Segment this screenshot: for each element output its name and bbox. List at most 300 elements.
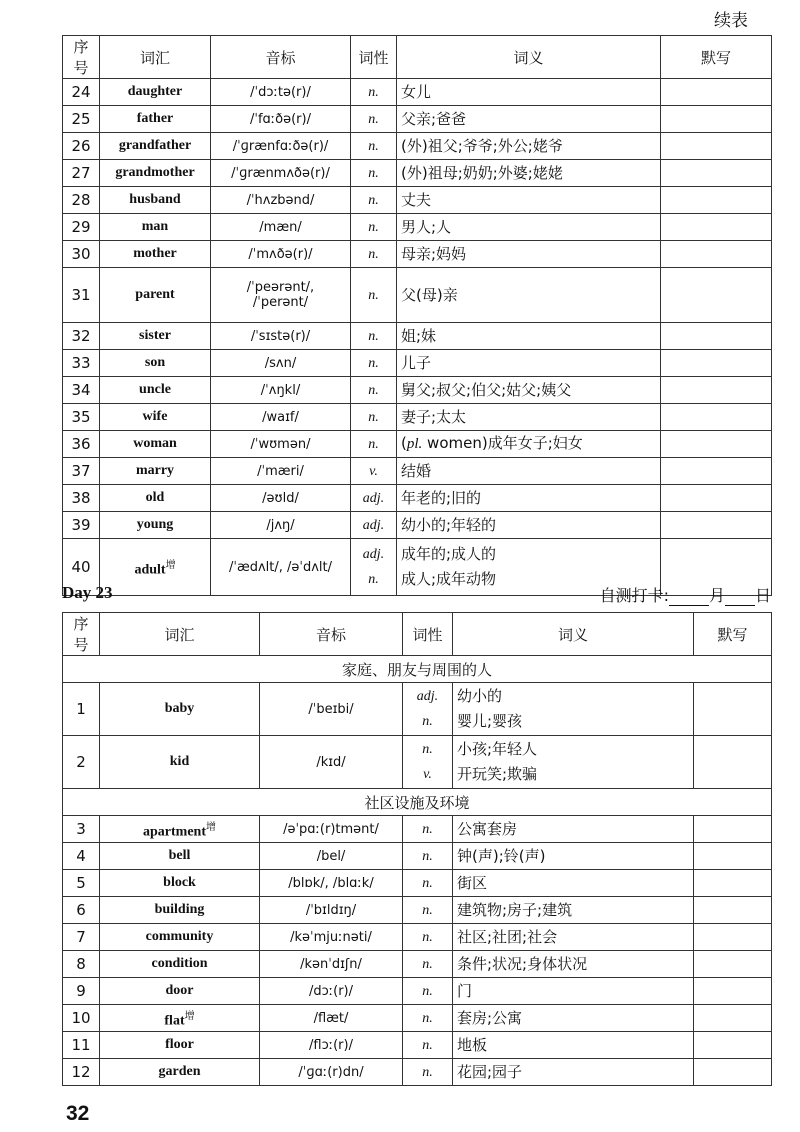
row-number: 35 bbox=[63, 404, 100, 431]
part-of-speech bbox=[351, 187, 397, 214]
dictation-blank[interactable] bbox=[694, 843, 772, 870]
row-number: 26 bbox=[63, 133, 100, 160]
row-number: 39 bbox=[63, 512, 100, 539]
table-row bbox=[63, 241, 772, 268]
dictation-blank[interactable] bbox=[661, 431, 772, 458]
dictation-blank[interactable] bbox=[661, 160, 772, 187]
part-of-speech bbox=[403, 924, 453, 951]
dictation-blank[interactable] bbox=[661, 214, 772, 241]
row-number: 10 bbox=[63, 1005, 100, 1032]
plural-abbr: pl. bbox=[406, 436, 423, 452]
table-row bbox=[63, 458, 772, 485]
table-row bbox=[63, 816, 772, 843]
word-text: daughter bbox=[127, 84, 183, 99]
meaning bbox=[397, 133, 661, 160]
meaning bbox=[397, 404, 661, 431]
row-number: 33 bbox=[63, 350, 100, 377]
vocab-word bbox=[100, 431, 211, 458]
header-phonetic: 音标 bbox=[260, 613, 403, 656]
phonetic: /əʊld/ bbox=[211, 485, 351, 512]
meaning-line: 套房;公寓 bbox=[457, 1008, 523, 1027]
vocab-word bbox=[100, 160, 211, 187]
header-meaning: 词义 bbox=[397, 36, 661, 79]
part-of-speech bbox=[351, 268, 397, 323]
meaning bbox=[453, 1059, 694, 1086]
word-text: flat bbox=[164, 1013, 185, 1029]
pos-line: n. bbox=[368, 192, 379, 208]
row-number: 30 bbox=[63, 241, 100, 268]
pos-line: n. bbox=[422, 848, 433, 864]
phonetic: /kɪd/ bbox=[260, 736, 403, 789]
part-of-speech bbox=[403, 897, 453, 924]
phonetic: /ˈsɪstə(r)/ bbox=[211, 323, 351, 350]
table-row bbox=[63, 350, 772, 377]
phonetic: /waɪf/ bbox=[211, 404, 351, 431]
phonetic: /bel/ bbox=[260, 843, 403, 870]
row-number: 37 bbox=[63, 458, 100, 485]
vocab-word bbox=[100, 377, 211, 404]
vocab-word bbox=[100, 978, 260, 1005]
table-row bbox=[63, 268, 772, 323]
phonetic-line: /ˈpeərənt/, bbox=[246, 280, 315, 295]
phonetic: /ˈɡrænmʌðə(r)/ bbox=[211, 160, 351, 187]
part-of-speech bbox=[351, 485, 397, 512]
dictation-blank[interactable] bbox=[661, 323, 772, 350]
meaning bbox=[453, 843, 694, 870]
phonetic: /dɔː(r)/ bbox=[260, 978, 403, 1005]
meaning bbox=[397, 268, 661, 323]
word-text: husband bbox=[129, 192, 181, 207]
row-number: 36 bbox=[63, 431, 100, 458]
table-row bbox=[63, 404, 772, 431]
day-char: 日 bbox=[754, 586, 771, 605]
part-of-speech bbox=[351, 377, 397, 404]
phonetic: /ˈædʌlt/, /əˈdʌlt/ bbox=[211, 539, 351, 596]
pos-line: n. bbox=[422, 956, 433, 972]
meaning bbox=[453, 897, 694, 924]
dictation-blank[interactable] bbox=[661, 512, 772, 539]
table-row bbox=[63, 214, 772, 241]
vocab-word bbox=[100, 350, 211, 377]
word-text: apartment bbox=[143, 824, 206, 840]
table-row bbox=[63, 897, 772, 924]
word-text: son bbox=[144, 355, 166, 370]
word-text: old bbox=[145, 490, 165, 505]
header-dictation: 默写 bbox=[661, 36, 772, 79]
meaning-line: 母亲;妈妈 bbox=[401, 244, 467, 263]
row-number: 11 bbox=[63, 1032, 100, 1059]
dictation-blank[interactable] bbox=[661, 133, 772, 160]
pos-line: v. bbox=[369, 463, 378, 479]
pos-line: adj. bbox=[362, 517, 385, 533]
month-blank[interactable] bbox=[669, 589, 709, 606]
header-num: 序号 bbox=[63, 36, 100, 79]
table-row bbox=[63, 683, 772, 736]
table-header bbox=[63, 613, 772, 656]
pos-line: n. bbox=[422, 821, 433, 837]
meaning-line: 结婚 bbox=[401, 461, 432, 480]
row-number: 29 bbox=[63, 214, 100, 241]
phonetic: /mæn/ bbox=[211, 214, 351, 241]
pos-line: n. bbox=[368, 138, 379, 154]
header-dictation: 默写 bbox=[694, 613, 772, 656]
part-of-speech bbox=[403, 843, 453, 870]
word-text: wife bbox=[142, 409, 168, 424]
dictation-blank[interactable] bbox=[694, 870, 772, 897]
phonetic: /ˈbɪldɪŋ/ bbox=[260, 897, 403, 924]
dictation-blank[interactable] bbox=[694, 951, 772, 978]
row-number: 31 bbox=[63, 268, 100, 323]
part-of-speech bbox=[351, 431, 397, 458]
row-number: 25 bbox=[63, 106, 100, 133]
phonetic: /ˈɡɑː(r)dn/ bbox=[260, 1059, 403, 1086]
row-number: 28 bbox=[63, 187, 100, 214]
phonetic: /flɔː(r)/ bbox=[260, 1032, 403, 1059]
table-header bbox=[63, 36, 772, 79]
part-of-speech bbox=[351, 79, 397, 106]
row-number: 9 bbox=[63, 978, 100, 1005]
meaning bbox=[453, 924, 694, 951]
word-text: grandfather bbox=[118, 138, 192, 153]
day-blank[interactable] bbox=[725, 589, 755, 606]
pos-line: n. bbox=[422, 902, 433, 918]
meaning bbox=[397, 485, 661, 512]
day-title: Day 23 bbox=[62, 583, 113, 602]
dictation-blank[interactable] bbox=[661, 350, 772, 377]
meaning-line: 妻子;太太 bbox=[401, 407, 467, 426]
pos-line: n. bbox=[368, 328, 379, 344]
word-text: adult bbox=[134, 562, 166, 578]
section-row bbox=[63, 656, 772, 683]
dictation-blank[interactable] bbox=[694, 683, 772, 736]
vocab-word bbox=[100, 323, 211, 350]
vocab-word bbox=[100, 897, 260, 924]
dictation-blank[interactable] bbox=[661, 79, 772, 106]
pos-line: n. bbox=[422, 929, 433, 945]
meaning bbox=[453, 870, 694, 897]
vocab-word bbox=[100, 214, 211, 241]
meaning bbox=[453, 1032, 694, 1059]
vocab-word bbox=[100, 843, 260, 870]
table-row bbox=[63, 843, 772, 870]
word-text: bell bbox=[168, 848, 191, 863]
vocab-word bbox=[100, 816, 260, 843]
table-row bbox=[63, 377, 772, 404]
dictation-blank[interactable] bbox=[661, 485, 772, 512]
phonetic: /əˈpɑː(r)tmənt/ bbox=[260, 816, 403, 843]
row-number: 40 bbox=[63, 539, 100, 596]
added-word-mark: 增 bbox=[165, 559, 176, 571]
table-row bbox=[63, 187, 772, 214]
day-heading bbox=[62, 583, 771, 605]
pos-line: n. bbox=[368, 246, 379, 262]
word-text: young bbox=[136, 517, 174, 532]
word-text: parent bbox=[135, 287, 175, 302]
meaning-line: 男人;人 bbox=[401, 217, 452, 236]
dictation-blank[interactable] bbox=[661, 241, 772, 268]
word-text: door bbox=[165, 983, 194, 998]
part-of-speech bbox=[351, 404, 397, 431]
phonetic: /sʌn/ bbox=[211, 350, 351, 377]
dictation-blank[interactable] bbox=[661, 187, 772, 214]
self-check-label: 自测打卡: bbox=[599, 586, 669, 605]
dictation-blank[interactable] bbox=[694, 1059, 772, 1086]
dictation-blank[interactable] bbox=[661, 404, 772, 431]
part-of-speech bbox=[351, 323, 397, 350]
table-row bbox=[63, 133, 772, 160]
row-number: 32 bbox=[63, 323, 100, 350]
table-row bbox=[63, 323, 772, 350]
row-number: 4 bbox=[63, 843, 100, 870]
dictation-blank[interactable] bbox=[661, 106, 772, 133]
word-text: garden bbox=[158, 1064, 201, 1079]
meaning-line: 舅父;叔父;伯父;姑父;姨父 bbox=[401, 380, 572, 399]
meaning-line: (pl. women)成年女子;妇女 bbox=[401, 434, 583, 452]
phonetic: /ˈbeɪbi/ bbox=[260, 683, 403, 736]
meaning-line: 街区 bbox=[457, 873, 488, 892]
phonetic: /ˈdɔːtə(r)/ bbox=[211, 79, 351, 106]
pos-line: adj. bbox=[416, 689, 439, 704]
dictation-blank[interactable] bbox=[694, 816, 772, 843]
phonetic: /kəˈmjuːnəti/ bbox=[260, 924, 403, 951]
meaning bbox=[397, 214, 661, 241]
dictation-blank[interactable] bbox=[694, 978, 772, 1005]
section-title: 家庭、朋友与周围的人 bbox=[63, 656, 772, 683]
part-of-speech bbox=[403, 816, 453, 843]
month-char: 月 bbox=[708, 586, 725, 605]
pos-line: n. bbox=[368, 382, 379, 398]
meaning-line: 小孩;年轻人 bbox=[457, 740, 538, 758]
dictation-blank[interactable] bbox=[694, 1032, 772, 1059]
vocab-word bbox=[100, 951, 260, 978]
word-text: man bbox=[141, 219, 169, 234]
pos-line: n. bbox=[422, 742, 433, 757]
vocab-word bbox=[100, 924, 260, 951]
table-row bbox=[63, 485, 772, 512]
pos-line: n. bbox=[368, 436, 379, 452]
meaning-line: 开玩笑;欺骗 bbox=[457, 765, 538, 783]
meaning-line: 年老的;旧的 bbox=[401, 488, 482, 507]
part-of-speech bbox=[351, 350, 397, 377]
part-of-speech bbox=[403, 1059, 453, 1086]
header-phonetic: 音标 bbox=[211, 36, 351, 79]
meaning bbox=[397, 241, 661, 268]
phonetic-line: /ˈperənt/ bbox=[252, 295, 309, 310]
pos-line: n. bbox=[368, 572, 379, 587]
pos-line: n. bbox=[422, 1064, 433, 1080]
phonetic: /flæt/ bbox=[260, 1005, 403, 1032]
continued-label: 续表 bbox=[714, 11, 748, 31]
word-text: baby bbox=[164, 701, 195, 716]
vocab-word bbox=[100, 133, 211, 160]
meaning bbox=[453, 978, 694, 1005]
row-number: 3 bbox=[63, 816, 100, 843]
meaning bbox=[397, 160, 661, 187]
vocab-word bbox=[100, 512, 211, 539]
table-row bbox=[63, 1005, 772, 1032]
part-of-speech bbox=[351, 214, 397, 241]
pos-line: n. bbox=[368, 84, 379, 100]
vocab-word bbox=[100, 1032, 260, 1059]
meaning bbox=[397, 323, 661, 350]
meaning bbox=[453, 683, 694, 736]
phonetic: /kənˈdɪʃn/ bbox=[260, 951, 403, 978]
pos-line: n. bbox=[422, 1010, 433, 1026]
header-word: 词汇 bbox=[100, 613, 260, 656]
dictation-blank[interactable] bbox=[694, 897, 772, 924]
added-word-mark: 增 bbox=[206, 821, 216, 833]
meaning-line: 父亲;爸爸 bbox=[401, 109, 467, 128]
part-of-speech bbox=[403, 683, 453, 736]
meaning-line: 地板 bbox=[457, 1035, 488, 1054]
word-text: grandmother bbox=[115, 165, 195, 180]
word-text: community bbox=[145, 929, 214, 944]
self-check bbox=[600, 583, 771, 606]
part-of-speech bbox=[351, 106, 397, 133]
row-number: 12 bbox=[63, 1059, 100, 1086]
part-of-speech bbox=[351, 241, 397, 268]
word-text: floor bbox=[165, 1037, 194, 1052]
meaning bbox=[397, 377, 661, 404]
pos-line: n. bbox=[368, 355, 379, 371]
table-row bbox=[63, 870, 772, 897]
part-of-speech bbox=[351, 512, 397, 539]
page-number: 32 bbox=[66, 1102, 90, 1125]
header-num: 序号 bbox=[63, 613, 100, 656]
meaning-line: 姐;妹 bbox=[401, 326, 437, 345]
part-of-speech bbox=[403, 1005, 453, 1032]
pos-line: adj. bbox=[362, 547, 385, 562]
row-number: 38 bbox=[63, 485, 100, 512]
table-row bbox=[63, 1032, 772, 1059]
vocab-word bbox=[100, 106, 211, 133]
dictation-blank[interactable] bbox=[694, 1005, 772, 1032]
table-row bbox=[63, 160, 772, 187]
meaning bbox=[397, 79, 661, 106]
meaning-line: 公寓套房 bbox=[457, 819, 518, 838]
meaning-line: 条件;状况;身体状况 bbox=[457, 954, 588, 973]
word-text: condition bbox=[151, 956, 208, 971]
added-word-mark: 增 bbox=[184, 1010, 195, 1022]
meaning bbox=[453, 816, 694, 843]
header-word: 词汇 bbox=[100, 36, 211, 79]
pos-line: n. bbox=[422, 875, 433, 891]
phonetic bbox=[211, 268, 351, 323]
phonetic: /jʌŋ/ bbox=[211, 512, 351, 539]
meaning-line: 成年的;成人的 bbox=[401, 545, 497, 563]
part-of-speech bbox=[351, 458, 397, 485]
table-row bbox=[63, 431, 772, 458]
row-number: 27 bbox=[63, 160, 100, 187]
pos-line: adj. bbox=[362, 490, 385, 506]
pos-line: n. bbox=[422, 983, 433, 999]
vocab-word bbox=[100, 870, 260, 897]
vocab-word bbox=[100, 241, 211, 268]
pos-line: n. bbox=[368, 287, 379, 303]
word-text: building bbox=[154, 902, 205, 917]
pos-line: n. bbox=[368, 111, 379, 127]
meaning-line: 父(母)亲 bbox=[401, 285, 458, 304]
meaning bbox=[397, 431, 661, 458]
vocab-word bbox=[100, 187, 211, 214]
table-row bbox=[63, 1059, 772, 1086]
part-of-speech bbox=[351, 133, 397, 160]
table-row bbox=[63, 106, 772, 133]
meaning-line: 成人;成年动物 bbox=[401, 570, 497, 588]
phonetic: /ˈfɑːðə(r)/ bbox=[211, 106, 351, 133]
header-pos: 词性 bbox=[403, 613, 453, 656]
vocab-table-1 bbox=[62, 35, 772, 596]
dictation-blank[interactable] bbox=[694, 924, 772, 951]
dictation-blank[interactable] bbox=[661, 268, 772, 323]
table-row bbox=[63, 512, 772, 539]
part-of-speech bbox=[403, 870, 453, 897]
meaning-line: 女儿 bbox=[401, 82, 432, 101]
meaning-line: 儿子 bbox=[401, 353, 432, 372]
word-text: father bbox=[136, 111, 174, 126]
phonetic: /ˈmæri/ bbox=[211, 458, 351, 485]
meaning bbox=[397, 350, 661, 377]
phonetic: /ˈwʊmən/ bbox=[211, 431, 351, 458]
meaning-line: 丈夫 bbox=[401, 190, 432, 209]
table-row bbox=[63, 736, 772, 789]
pos-line: n. bbox=[422, 1037, 433, 1053]
meaning bbox=[397, 458, 661, 485]
pos-line: n. bbox=[368, 165, 379, 181]
word-text: marry bbox=[135, 463, 175, 478]
word-text: block bbox=[163, 875, 196, 890]
dictation-blank[interactable] bbox=[694, 736, 772, 789]
meaning-line: 钟(声);铃(声) bbox=[457, 846, 546, 865]
vocab-word bbox=[100, 404, 211, 431]
pos-line: n. bbox=[422, 714, 433, 729]
pos-line: v. bbox=[423, 767, 432, 782]
phonetic: /ˈhʌzbənd/ bbox=[211, 187, 351, 214]
meaning bbox=[397, 512, 661, 539]
word-text: woman bbox=[133, 436, 177, 451]
meaning-line: (外)祖母;奶奶;外婆;姥姥 bbox=[401, 163, 563, 182]
vocab-word bbox=[100, 485, 211, 512]
row-number: 6 bbox=[63, 897, 100, 924]
word-text: mother bbox=[133, 246, 177, 261]
meaning bbox=[397, 106, 661, 133]
table-row bbox=[63, 978, 772, 1005]
part-of-speech bbox=[403, 1032, 453, 1059]
word-text: sister bbox=[139, 328, 171, 343]
meaning bbox=[453, 1005, 694, 1032]
vocab-word bbox=[100, 683, 260, 736]
pos-line: n. bbox=[368, 409, 379, 425]
part-of-speech bbox=[351, 160, 397, 187]
header-pos: 词性 bbox=[351, 36, 397, 79]
meaning-line: (外)祖父;爷爷;外公;姥爷 bbox=[401, 136, 563, 155]
phonetic: /blɒk/, /blɑːk/ bbox=[260, 870, 403, 897]
section-title: 社区设施及环境 bbox=[63, 789, 772, 816]
vocab-word bbox=[100, 268, 211, 323]
table-row bbox=[63, 924, 772, 951]
meaning-line: 幼小的 bbox=[457, 687, 503, 705]
meaning-line: 花园;园子 bbox=[457, 1062, 523, 1081]
meaning-line: 社区;社团;社会 bbox=[457, 927, 558, 946]
word-text: kid bbox=[169, 754, 190, 769]
meaning bbox=[453, 951, 694, 978]
table-row bbox=[63, 951, 772, 978]
row-number: 24 bbox=[63, 79, 100, 106]
vocab-word bbox=[100, 736, 260, 789]
dictation-blank[interactable] bbox=[661, 458, 772, 485]
dictation-blank[interactable] bbox=[661, 377, 772, 404]
part-of-speech bbox=[403, 736, 453, 789]
